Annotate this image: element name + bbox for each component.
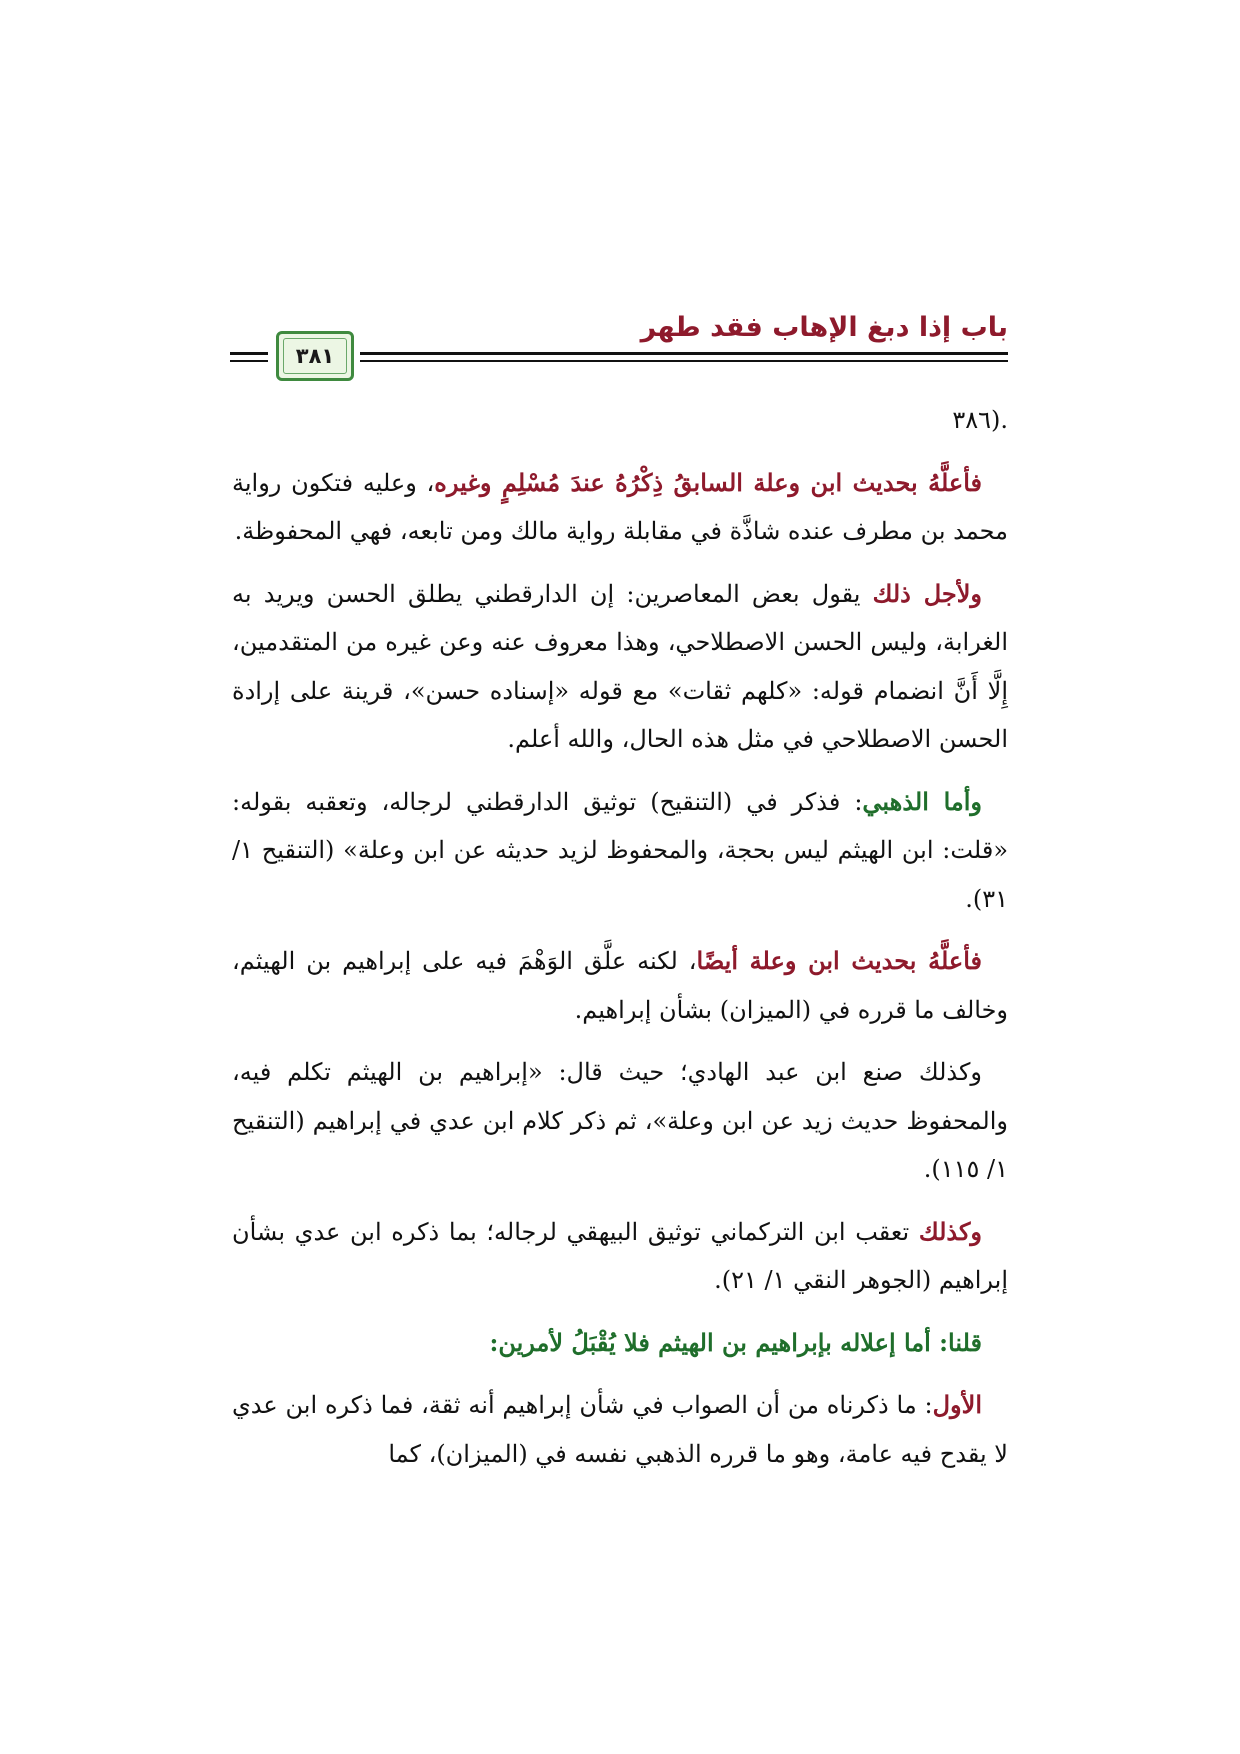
- lead-phrase: وكذلك: [918, 1216, 982, 1246]
- page-number-badge: [276, 331, 354, 381]
- lead-phrase: فأعلَّهُ بحديث ابن وعلة أيضًا: [696, 946, 983, 975]
- paragraph: [232, 1381, 1008, 1478]
- header-rule-left-bottom: [230, 360, 268, 362]
- paragraph: [232, 459, 1008, 556]
- paragraph: [232, 570, 1008, 764]
- header-rule-left-top: [230, 352, 268, 355]
- paragraph-text: وكذلك صنع ابن عبد الهادي؛ حيث قال: «إبراهيم بن الهيثم تكلم فيه، والمحفوظ حديث زيد عن ابن وعلة»، ثم ذكر كلام ابن عدي في إبراهيم (التنقيح ١/ ١١٥).: [232, 1058, 1008, 1183]
- header-rule-right-bottom: [360, 360, 1008, 362]
- lead-phrase: وأما الذهبي: [862, 786, 983, 816]
- section-heading: [232, 1319, 1008, 1368]
- paragraph: [232, 1048, 1008, 1194]
- paragraph-text: ، لكنه علَّق الوَهْمَ فيه على إبراهيم بن الهيثم، وخالف ما قرره في (الميزان) بشأن إبراهيم.: [232, 947, 1008, 1024]
- page-body: [232, 396, 1008, 1478]
- paragraph-text: يقول بعض المعاصرين: إن الدارقطني يطلق الحسن ويريد به الغرابة، وليس الحسن الاصطلاحي، وهذا معروف عنه وعن غيره من المتقدمين، إِلَّا أَنَّ انضمام قوله: «كلهم ثقات» مع قوله «إسناده حسن»، قرينة على إرادة الحسن الاصطلاحي في مثل هذه الحال، والله أعلم.: [232, 579, 1008, 753]
- page-number: ٣٨١: [295, 344, 335, 368]
- lead-phrase: الأول: [932, 1390, 982, 1419]
- lead-phrase: ولأجل ذلك: [872, 578, 983, 608]
- lead-phrase: فأعلَّهُ بحديث ابن وعلة السابقُ ذِكْرُهُ عندَ مُسْلِمٍ وغيره: [434, 467, 982, 497]
- paragraph-text: : ما ذكرناه من أن الصواب في شأن إبراهيم أنه ثقة، فما ذكره ابن عدي لا يقدح فيه عامة، وهو ما قرره الذهبي نفسه في (الميزان)، كما: [232, 1391, 1008, 1468]
- paragraph: [232, 1208, 1008, 1305]
- chapter-title: باب إذا دبغ الإهاب فقد طهر: [640, 312, 1008, 343]
- heading-text: قلنا: أما إعلاله بإبراهيم بن الهيثم فلا يُقْبَلُ لأمرين:: [489, 1327, 982, 1357]
- paragraph-text: ، وعليه فتكون رواية محمد بن مطرف عنده شاذَّة في مقابلة رواية مالك ومن تابعه، فهي المحفوظة.: [232, 468, 1008, 545]
- continuation-text: .(٣٨٦: [952, 406, 1008, 434]
- paragraph: [232, 778, 1008, 924]
- paragraph: [232, 937, 1008, 1034]
- header-rule-right-top: [360, 352, 1008, 355]
- paragraph-continuation: [232, 396, 1008, 445]
- paragraph-text: : فذكر في (التنقيح) توثيق الدارقطني لرجاله، وتعقبه بقوله: «قلت: ابن الهيثم ليس بحجة، والمحفوظ لزيد حديثه عن ابن وعلة» (التنقيح ١/ ٣١).: [232, 787, 1008, 913]
- page-header: [230, 312, 1008, 390]
- paragraph-text: تعقب ابن التركماني توثيق البيهقي لرجاله؛ بما ذكره ابن عدي بشأن إبراهيم (الجوهر النقي ١/ ٢١).: [232, 1217, 1008, 1294]
